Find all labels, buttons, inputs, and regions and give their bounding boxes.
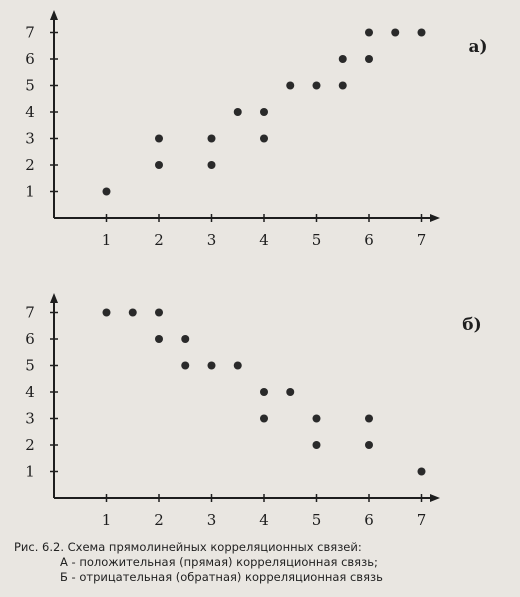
y-tick-label: 5 [25, 76, 35, 95]
y-tick-label: 6 [25, 330, 35, 348]
data-point [103, 309, 111, 317]
data-point [260, 388, 268, 396]
caption-line-b: Б - отрицательная (обратная) корреляционная связь [60, 570, 383, 584]
y-tick-label: 3 [25, 129, 35, 148]
data-point [313, 82, 321, 90]
y-tick-label: 2 [25, 156, 35, 174]
data-point [260, 108, 268, 116]
x-tick-label: 3 [206, 511, 217, 529]
y-tick-label: 4 [25, 103, 35, 121]
data-point [260, 135, 268, 143]
data-point [286, 388, 294, 396]
data-point [155, 335, 163, 343]
data-point [365, 441, 373, 449]
data-point [313, 415, 321, 423]
x-tick-label: 7 [416, 511, 427, 529]
x-tick-label: 6 [364, 231, 374, 249]
y-tick-label: 2 [25, 436, 35, 454]
panel-label: а) [468, 37, 488, 57]
data-point [103, 188, 111, 196]
x-tick-label: 3 [206, 231, 217, 249]
y-tick-label: 3 [25, 409, 35, 428]
y-tick-label: 7 [25, 303, 35, 322]
y-axis-arrow-icon [50, 10, 58, 20]
data-point [365, 415, 373, 423]
data-point [339, 55, 347, 63]
y-tick-label: 4 [25, 383, 35, 401]
data-point [155, 161, 163, 169]
data-point [260, 415, 268, 423]
x-tick-label: 5 [311, 511, 322, 529]
data-point [286, 82, 294, 90]
data-point [208, 135, 216, 143]
y-tick-label: 1 [25, 462, 35, 481]
y-tick-label: 6 [25, 50, 35, 68]
x-tick-label: 2 [154, 511, 164, 529]
data-point [234, 362, 242, 370]
caption-title: Рис. 6.2. Схема прямолинейных корреляционных связей: [14, 540, 362, 554]
x-axis-arrow-icon [430, 214, 440, 222]
data-point [208, 362, 216, 370]
y-tick-label: 1 [25, 182, 35, 201]
data-point [234, 108, 242, 116]
y-tick-label: 7 [25, 23, 35, 42]
data-point [129, 309, 137, 317]
data-point [181, 335, 189, 343]
data-point [208, 161, 216, 169]
data-point [365, 29, 373, 37]
panel-a [25, 10, 487, 249]
x-tick-label: 1 [101, 511, 112, 529]
data-point [339, 82, 347, 90]
x-tick-label: 7 [416, 231, 427, 249]
x-tick-label: 4 [259, 231, 269, 249]
data-point [155, 135, 163, 143]
data-point [155, 309, 163, 317]
panel-label: б) [462, 315, 482, 335]
x-axis-arrow-icon [430, 494, 440, 502]
x-tick-label: 5 [311, 231, 322, 249]
x-tick-label: 2 [154, 231, 164, 249]
data-point [418, 468, 426, 476]
figure-caption [14, 540, 514, 585]
caption-line-a: А - положительная (прямая) корреляционная связь; [60, 555, 378, 569]
x-tick-label: 4 [259, 511, 269, 529]
data-point [313, 441, 321, 449]
x-tick-label: 1 [101, 231, 112, 249]
y-axis-arrow-icon [50, 293, 58, 303]
data-point [181, 362, 189, 370]
panel-b [25, 293, 481, 529]
data-point [365, 55, 373, 63]
x-tick-label: 6 [364, 511, 374, 529]
data-point [418, 29, 426, 37]
data-point [391, 29, 399, 37]
y-tick-label: 5 [25, 356, 35, 375]
